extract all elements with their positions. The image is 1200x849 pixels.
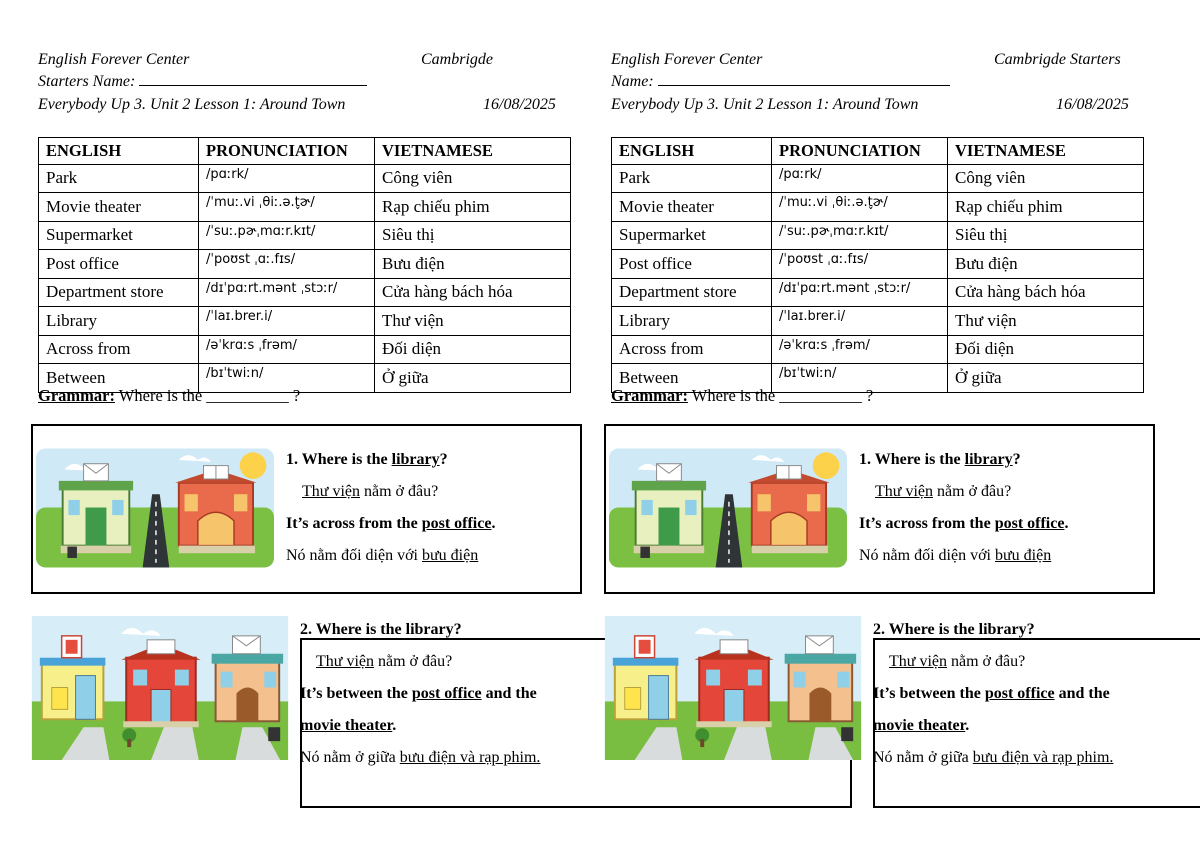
cell-english: Department store [612,278,772,307]
grammar-text: Where is the __________ ? [691,386,874,405]
vocab-table [38,137,571,393]
table-row [39,250,571,279]
cell-pronunciation: /dɪˈpɑːrt.mənt ˌstɔːr/ [772,278,948,307]
cell-vietnamese: Cửa hàng bách hóa [375,278,571,307]
cell-english: Supermarket [612,221,772,250]
table-row [612,278,1144,307]
name-line [38,71,367,93]
cell-english: Between [39,364,199,393]
table-row [39,193,571,222]
q2-answer-translation: Nó nằm ở giữa bưu điện và rạp phim. [300,749,541,766]
town-illustration-2 [604,616,862,760]
cell-vietnamese: Đối diện [375,335,571,364]
q2-answer: It’s between the post office and the [300,685,537,702]
q2-answer-cont: movie theater. [300,717,397,734]
cell-english: Park [612,164,772,193]
cell-english: Park [39,164,199,193]
table-row [39,307,571,336]
cell-vietnamese: Ở giữa [948,364,1144,393]
q1-answer: It’s across from the post office. [859,515,1069,532]
q2-answer-cont: movie theater. [873,717,970,734]
grammar-label: Grammar: [38,386,115,405]
table-row [39,278,571,307]
q1-translation: Thư viện nằm ở đâu? [302,483,439,500]
q1-answer: It’s across from the post office. [286,515,496,532]
cambridge-label: Cambrigde Starters [994,51,1121,68]
grammar-label: Grammar: [611,386,688,405]
cell-english: Across from [612,335,772,364]
vocab-table [611,137,1144,393]
header-pronunciation: PRONUNCIATION [199,138,375,165]
table-header-row [612,138,1144,165]
header-english: ENGLISH [612,138,772,165]
q2-question: 2. Where is the library? [873,621,1035,638]
town-illustration-1 [36,448,274,568]
q2-answer-translation: Nó nằm ở giữa bưu điện và rạp phim. [873,749,1114,766]
cell-pronunciation: /ˈmuː.vi ˌθiː.ə.t̬ɚ/ [772,193,948,222]
cell-vietnamese: Thư viện [375,307,571,336]
question-2-text [873,614,1113,774]
cell-english: Across from [39,335,199,364]
cell-pronunciation: /bɪˈtwiːn/ [199,364,375,393]
header-english: ENGLISH [39,138,199,165]
table-row [39,335,571,364]
cell-english: Movie theater [612,193,772,222]
cambridge-label: Cambrigde [421,51,493,68]
cell-vietnamese: Ở giữa [375,364,571,393]
table-row [39,221,571,250]
cell-english: Between [612,364,772,393]
grammar-text: Where is the __________ ? [118,386,301,405]
name-line [611,71,950,93]
cell-pronunciation: /ˈsuː.pɚˌmɑːr.kɪt/ [199,221,375,250]
cell-pronunciation: /ˈpoʊst ˌɑː.fɪs/ [199,250,375,279]
cell-vietnamese: Cửa hàng bách hóa [948,278,1144,307]
cell-pronunciation: /dɪˈpɑːrt.mənt ˌstɔːr/ [199,278,375,307]
worksheet-right [573,0,1163,849]
cell-vietnamese: Bưu điện [948,250,1144,279]
q1-question: 1. Where is the library? [286,451,448,468]
question-1-text [859,444,1068,572]
cell-pronunciation: /əˈkrɑːs ˌfrəm/ [199,335,375,364]
q2-translation: Thư viện nằm ở đâu? [316,653,453,670]
cell-vietnamese: Rạp chiếu phim [375,193,571,222]
name-label: Name: [611,73,654,90]
cell-pronunciation: /əˈkrɑːs ˌfrəm/ [772,335,948,364]
cell-pronunciation: /ˈpoʊst ˌɑː.fɪs/ [772,250,948,279]
center-name: English Forever Center [611,51,763,68]
cell-english: Supermarket [39,221,199,250]
table-row [612,221,1144,250]
table-row [612,307,1144,336]
header-pronunciation: PRONUNCIATION [772,138,948,165]
table-row [612,164,1144,193]
name-blank [139,71,367,86]
cell-pronunciation: /bɪˈtwiːn/ [772,364,948,393]
name-label: Starters Name: [38,73,136,90]
cell-vietnamese: Bưu điện [375,250,571,279]
table-row [612,250,1144,279]
date: 16/08/2025 [483,96,556,113]
cell-pronunciation: /ˈsuː.pɚˌmɑːr.kɪt/ [772,221,948,250]
cell-vietnamese: Thư viện [948,307,1144,336]
lesson-title: Everybody Up 3. Unit 2 Lesson 1: Around Town [38,96,346,113]
table-row [39,164,571,193]
cell-vietnamese: Công viên [375,164,571,193]
header-vietnamese: VIETNAMESE [948,138,1144,165]
cell-pronunciation: /ˈlaɪ.brer.i/ [199,307,375,336]
town-illustration-1 [609,448,847,568]
q1-translation: Thư viện nằm ở đâu? [875,483,1012,500]
town-illustration-2 [31,616,289,760]
grammar-line [38,386,300,406]
cell-vietnamese: Siêu thị [375,221,571,250]
table-row [612,335,1144,364]
q2-translation: Thư viện nằm ở đâu? [889,653,1026,670]
q2-question: 2. Where is the library? [300,621,462,638]
center-name: English Forever Center [38,51,190,68]
name-blank [658,71,950,86]
cell-english: Library [39,307,199,336]
cell-pronunciation: /pɑːrk/ [772,164,948,193]
grammar-line [611,386,873,406]
q1-answer-translation: Nó nằm đối diện với bưu điện [286,547,479,564]
cell-pronunciation: /ˈmuː.vi ˌθiː.ə.t̬ɚ/ [199,193,375,222]
cell-english: Post office [612,250,772,279]
cell-vietnamese: Siêu thị [948,221,1144,250]
q1-question: 1. Where is the library? [859,451,1021,468]
question-1-text [286,444,495,572]
cell-pronunciation: /pɑːrk/ [199,164,375,193]
cell-english: Library [612,307,772,336]
cell-english: Department store [39,278,199,307]
question-2-text [300,614,540,774]
cell-vietnamese: Đối diện [948,335,1144,364]
date: 16/08/2025 [1056,96,1129,113]
cell-english: Movie theater [39,193,199,222]
worksheet-left [0,0,590,849]
cell-pronunciation: /ˈlaɪ.brer.i/ [772,307,948,336]
cell-vietnamese: Rạp chiếu phim [948,193,1144,222]
lesson-title: Everybody Up 3. Unit 2 Lesson 1: Around Town [611,96,919,113]
q1-answer-translation: Nó nằm đối diện với bưu điện [859,547,1052,564]
cell-english: Post office [39,250,199,279]
table-header-row [39,138,571,165]
q2-answer: It’s between the post office and the [873,685,1110,702]
header-vietnamese: VIETNAMESE [375,138,571,165]
cell-vietnamese: Công viên [948,164,1144,193]
table-row [612,193,1144,222]
